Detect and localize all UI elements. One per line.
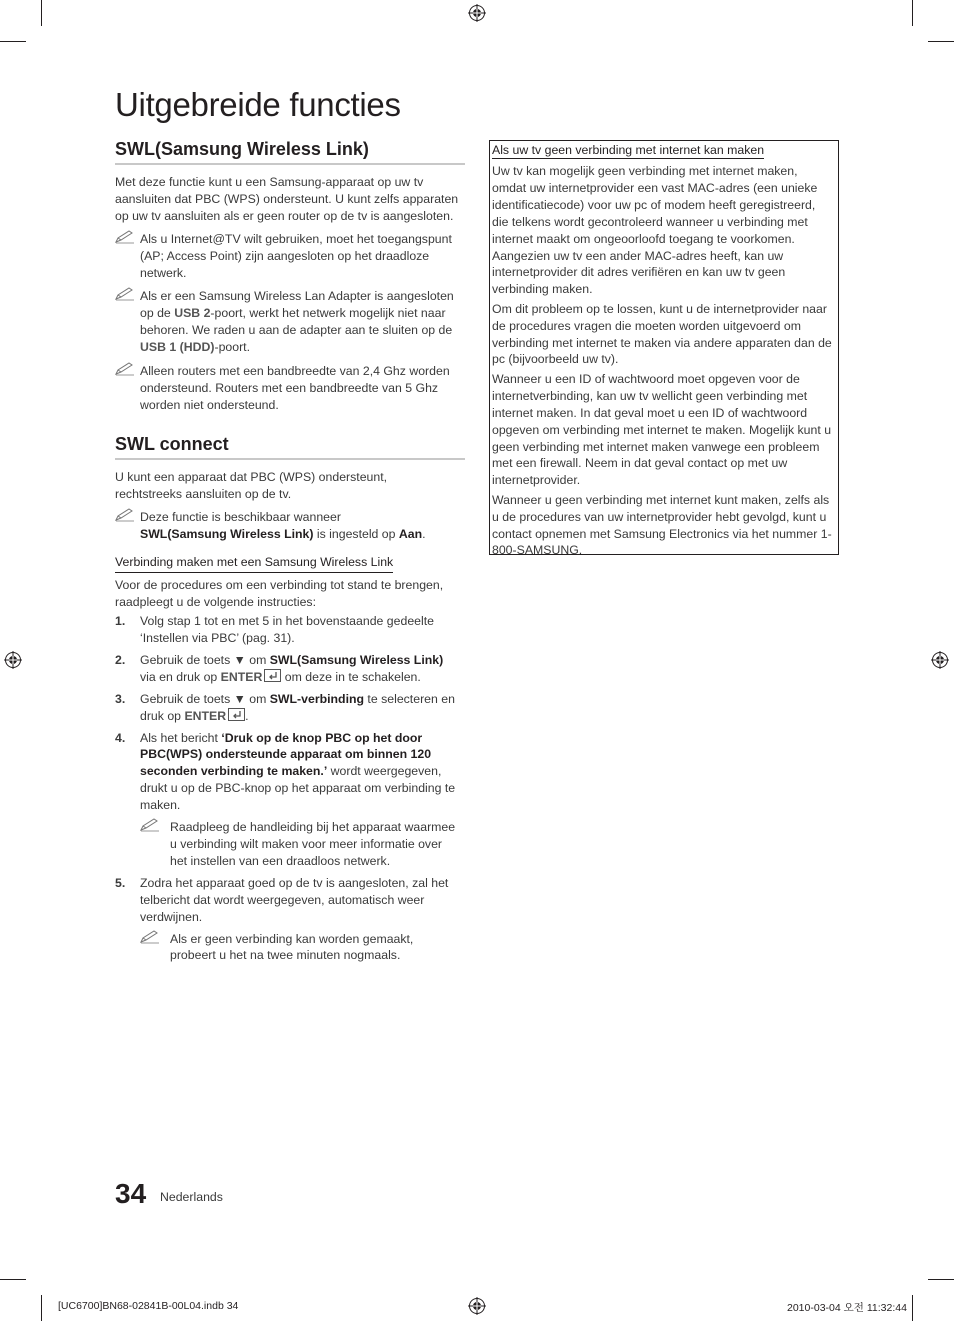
step-5-note: Als er geen verbinding kan worden gemaakt, probeert u het na twee minuten nogmaals. — [115, 931, 460, 965]
crop-mark — [41, 0, 42, 26]
note-internet-tv — [115, 231, 465, 282]
enter-key-icon — [264, 669, 281, 682]
page-language: Nederlands — [160, 1190, 223, 1204]
swl-intro: Met deze functie kunt u een Samsung-apparaat op uw tv aansluiten dat PBC (WPS) ondersteunt. U kunt zelfs apparaten op uw tv aansluiten als er geen router op de tv is aangesloten. — [115, 175, 459, 223]
crop-mark — [0, 1279, 26, 1280]
info-paragraph: Wanneer u geen verbinding met internet kunt maken, zelfs als u de procedures van uw internetprovider hebt gevolgd, kunt u contact opnemen met Samsung Electronics via het nummer 1-800-SAMSUNG. — [492, 492, 832, 558]
crop-mark — [41, 1295, 42, 1321]
info-paragraph: Om dit probleem op te lossen, kunt u de internetprovider naar de procedures vragen die moeten worden uitgevoerd om verbinding met internet te maken via andere apparaten dan de pc (bijvoorbeeld uw tv). — [492, 301, 832, 367]
registration-mark-icon — [931, 651, 949, 669]
pencil-note-icon — [115, 508, 135, 522]
info-paragraph: Wanneer u een ID of wachtwoord moet opgeven voor de internetverbinding, kan uw tv wellicht geen verbinding met internet maken. In dat geval moet u een ID of wachtwoord opgeven om verbinding met internet te maken. Mogelijk kunt u geen verbinding met internet maken vanwege een probleem met een firewall. Neem in dat geval contact op met uw internetprovider. — [492, 371, 832, 488]
info-box-heading: Als uw tv geen verbinding met internet kan maken — [492, 143, 765, 157]
crop-mark — [912, 1295, 913, 1321]
page-title: Uitgebreide functies — [115, 86, 401, 123]
left-column — [115, 139, 467, 964]
pencil-note-icon — [115, 362, 135, 376]
page-number: 34 — [115, 1178, 147, 1209]
subheading-connect: Verbinding maken met een Samsung Wireless Link — [115, 554, 393, 573]
registration-mark-icon — [4, 651, 22, 669]
note-bandwidth — [115, 363, 465, 414]
enter-key-icon — [228, 708, 245, 721]
info-box-body — [492, 163, 835, 562]
pencil-note-icon — [115, 230, 135, 244]
pencil-note-icon — [140, 930, 160, 944]
registration-mark-icon — [468, 4, 486, 22]
footer-timestamp: 2010-03-04 오전 11:32:44 — [787, 1302, 907, 1314]
pencil-note-icon — [140, 818, 160, 832]
procedure-intro: Voor de procedures om een verbinding tot stand te brengen, raadpleegt u de volgende instructies: — [115, 578, 444, 610]
note-text: Deze functie is beschikbaar wanneer SWL(Samsung Wireless Link) is ingesteld op Aan. — [140, 509, 426, 541]
section-heading-swl-connect: SWL connect — [115, 434, 465, 460]
note-usb-port — [115, 288, 465, 356]
step-4: 4. Als het bericht ‘Druk op de knop PBC op het door PBC(WPS) ondersteunde apparaat om binnen 120 seconden verbinding te maken.’ wordt weergegeven, drukt u op de PBC-knop op het apparaat om verbinding te maken. — [115, 730, 456, 813]
info-paragraph: Uw tv kan mogelijk geen verbinding met internet maken, omdat uw internetprovider een vast MAC-adres (een unieke identificatiecode) voor uw pc of modem heeft geregistreerd, die telkens wordt gecontroleerd wanneer u verbinding met internet maakt om ongeoorloofd toegang te voorkomen. Aangezien uw tv een ander MAC-adres heeft, kan uw internetprovider dit adres verifiëren en kan uw tv geen verbinding maken. — [492, 164, 818, 297]
note-text: Alleen routers met een bandbreedte van 2,4 Ghz worden ondersteund. Routers met een bandbreedte van 5 Ghz worden niet ondersteund. — [140, 364, 450, 412]
step-5: 5. Zodra het apparaat goed op de tv is aangesloten, zal het telbericht dat wordt weergegeven, automatisch weer verdwijnen. — [115, 875, 449, 924]
step-4-note: Raadpleeg de handleiding bij het apparaat waarmee u verbinding wilt maken voor meer informatie over het instellen van een draadloos netwerk. — [115, 819, 460, 870]
note-text: Als u Internet@TV wilt gebruiken, moet het toegangspunt (AP; Access Point) zijn aangesloten op het draadloze netwerk. — [140, 231, 452, 280]
crop-mark — [928, 1279, 954, 1280]
registration-mark-icon — [468, 1297, 486, 1315]
step-2: 2. Gebruik de toets ▼ om SWL(Samsung Wireless Link) via en druk op ENTER om deze in te schakelen. — [115, 652, 444, 684]
crop-mark — [912, 0, 913, 26]
section-heading-swl: SWL(Samsung Wireless Link) — [115, 139, 465, 165]
note-availability — [115, 509, 465, 543]
crop-mark — [928, 41, 954, 42]
step-3: 3. Gebruik de toets ▼ om SWL-verbinding te selecteren en druk op ENTER . — [115, 691, 455, 723]
pencil-note-icon — [115, 287, 135, 301]
crop-mark — [0, 41, 26, 42]
footer-file-info: [UC6700]BN68-02841B-00L04.indb 34 — [58, 1300, 239, 1312]
note-text: Als er een Samsung Wireless Lan Adapter is aangesloten op de USB 2-poort, werkt het netwerk mogelijk niet naar behoren. We raden u aan de adapter aan te sluiten op de USB 1 (HDD)-poort. — [140, 289, 454, 355]
swl-connect-intro: U kunt een apparaat dat PBC (WPS) ondersteunt, rechtstreeks aansluiten op de tv. — [115, 469, 388, 501]
step-1: 1. Volg stap 1 tot en met 5 in het bovenstaande gedeelte ‘Instellen via PBC’ (pag. 31). — [115, 614, 434, 646]
